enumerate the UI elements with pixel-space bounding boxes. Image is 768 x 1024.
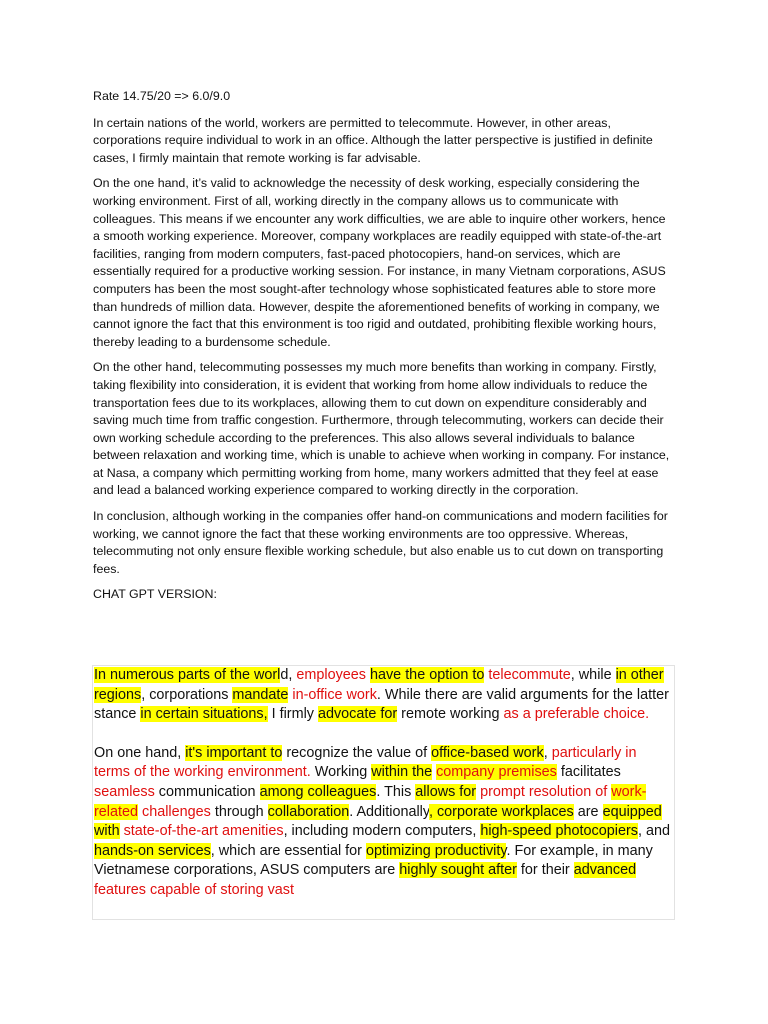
text-run: for their — [516, 862, 574, 879]
emphasized-phrase: seamless — [94, 783, 155, 800]
highlighted-phrase: it's important to — [185, 744, 283, 761]
highlighted-phrase: collaboration — [267, 803, 350, 820]
text-run: d — [280, 667, 289, 683]
text-run: , while — [570, 667, 616, 683]
essay-conclusion-paragraph: In conclusion, although working in the companies offer hand-on communications and modern facilities for working, we cannot ignore the fact that these working environments are too oppressive. Whereas, telecommuting not only ensure flexible working schedule, but also enable us to cut down on transporting fees. — [93, 509, 668, 576]
chatgpt-paragraph — [94, 666, 672, 725]
highlighted-phrase: have the option to — [369, 667, 485, 683]
essay-rating: Rate 14.75/20 => 6.0/9.0 — [93, 89, 231, 103]
text-run: , — [288, 667, 297, 683]
emphasized-phrase: state-of-the-art amenities — [123, 823, 284, 840]
highlighted-phrase: mandate — [232, 686, 289, 703]
text-run: facilitates — [556, 764, 621, 781]
text-run: , — [543, 744, 552, 761]
highlighted-phrase: high-speed photocopiers — [480, 823, 638, 840]
highlighted-phrase: work-related — [94, 783, 647, 820]
highlighted-phrase: advocate for — [317, 706, 398, 723]
text-run: through — [210, 803, 268, 820]
text-run: I firmly — [267, 706, 318, 723]
text-run: Working — [310, 764, 372, 781]
chatgpt-version-box — [92, 665, 675, 920]
highlighted-phrase: advanced — [573, 862, 637, 879]
text-run: , which are essential for — [210, 842, 366, 859]
highlighted-phrase: allows for — [415, 783, 477, 800]
text-run: communication — [154, 783, 260, 800]
highlighted-phrase: highly sought after — [399, 862, 517, 879]
highlighted-phrase: in certain situations, — [140, 706, 268, 723]
text-run: , corporations — [141, 686, 233, 703]
text-run: , including modern computers, — [283, 823, 481, 840]
text-run: remote working — [397, 706, 504, 723]
chatgpt-heading: CHAT GPT VERSION: — [93, 587, 217, 602]
chatgpt-paragraph — [94, 744, 672, 901]
text-run: On one hand, — [94, 744, 186, 761]
essay-body-paragraph-2: On the other hand, telecommuting possesses my much more benefits than working in company. Firstly, taking flexibility into consideration, it is evident that working from home allow individuals to reduce the transportation fees due to its workplaces, allowing them to cut down on expenditure considerably and saving much time from traffic congestion. Furthermore, through telecommuting, workers can decide their own working schedule according to the preferences. This also allows several individuals to balance between relaxation and working time, which is unable to achieve when working in company. For instance, at Nasa, a company which permitting working from home, many workers admitted that they feel at ease and lead a balanced working experience compared to working directly in the corporation. — [93, 360, 670, 498]
emphasized-phrase: employees — [296, 667, 366, 683]
emphasized-phrase: telecommute — [488, 667, 571, 683]
chatgpt-version-text — [94, 666, 672, 901]
text-run: , and — [637, 823, 670, 840]
emphasized-phrase: prompt resolution of — [480, 783, 608, 800]
highlighted-phrase: hands-on services — [94, 842, 211, 859]
highlighted-phrase: among colleagues — [259, 783, 377, 800]
highlighted-phrase: in other regions — [94, 667, 664, 703]
essay-body-paragraph-1: On the one hand, it’s valid to acknowledge the necessity of desk working, especially considering the working environment. First of all, working directly in the company allows us to communicate with colleagues. This means if we encounter any work difficulties, we are able to inquire other workers, hence a smooth working experience. Moreover, company workplaces are readily equipped with state-of-the-art facilities, ranging from modern computers, fast-paced photocopiers, hand-on services, which are essentially required for a productive working session. For instance, in many Vietnam corporations, ASUS computers has been the most sought-after technology whose sophisticated features able to store more than hundreds of million data. However, despite the aforementioned benefits of working in company, we cannot ignore the fact that this environment is too rigid and outdated, prohibiting flexible working hours, thereby leading to a burdensome schedule. — [93, 176, 666, 349]
highlighted-phrase: company premises — [436, 764, 557, 781]
highlighted-phrase: within the — [371, 764, 433, 781]
text-run: . While there are valid arguments for the latter stance — [94, 686, 669, 723]
text-run: . This — [376, 783, 416, 800]
text-run: . For example, in many Vietnamese corporations, ASUS computers are — [94, 842, 653, 879]
highlighted-phrase: office-based work — [431, 744, 544, 761]
highlighted-phrase: In numerous parts of the worl — [94, 667, 281, 683]
emphasized-phrase: in-office work — [292, 686, 377, 703]
emphasized-phrase: challenges — [142, 803, 211, 820]
highlighted-phrase: optimizing productivity — [365, 842, 507, 859]
highlighted-phrase: equipped with — [94, 803, 662, 840]
essay-document — [93, 88, 673, 612]
highlighted-phrase: , corporate workplaces — [428, 803, 574, 820]
text-run: are — [573, 803, 603, 820]
emphasized-phrase: particularly in terms of the working environment. — [94, 744, 637, 781]
text-run: . Additionally — [349, 803, 429, 820]
emphasized-phrase: features capable of storing vast — [94, 881, 294, 898]
emphasized-phrase: as a preferable choice. — [503, 706, 650, 723]
essay-intro-paragraph: In certain nations of the world, workers are permitted to telecommute. However, in other areas, corporations require individual to work in an office. Although the latter perspective is justified in definite cases, I firmly maintain that remote working is far advisable. — [93, 115, 653, 165]
text-run: recognize the value of — [282, 744, 432, 761]
